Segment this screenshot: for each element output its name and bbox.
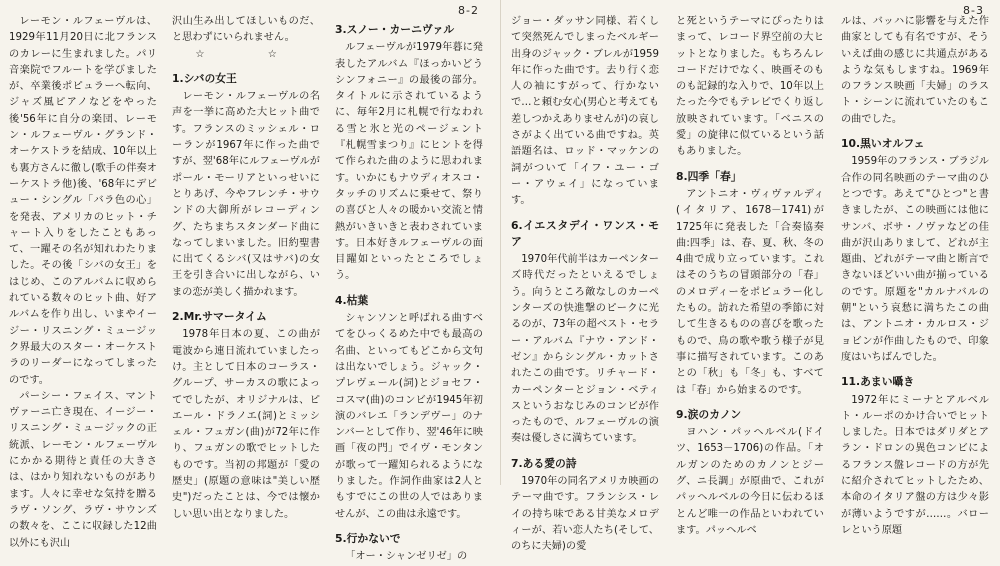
body-paragraph: ルフェーヴルが1979年暮に発表したアルバム『ほっかいどうシンフォニー』の最後の部分。タイトルに示されているように、毎年2月に札幌で行なわれる雪と氷と光のページェント『札幌雪まつり』にヒントを得て作られた曲のように思われます。いかにもナウディオスコ・タッチのリズムに乗せて、祭りの喜びと人々の暖かい交流と情熱がいきいきと表わされています。日本好きルフェーヴルの面目躍如といったところでしょう。: [335, 42, 483, 282]
text-column-6: [841, 14, 989, 536]
page-number-right: 8-3: [963, 4, 984, 17]
song-heading: 2.Mr.サマータイム: [172, 310, 267, 324]
song-heading: 6.イエスタデイ・ワンス・モア: [511, 218, 659, 248]
continued-paragraph: 沢山生み出してほしいものだ、と思わずにいられません。: [172, 16, 320, 44]
body-paragraph: 1970年の同名アメリカ映画のテーマ曲です。フランシス・レイの持ち味である甘美なメロディーが、若い恋人たち(そして、のちに夫婦)の愛: [511, 476, 659, 553]
body-paragraph: レーモン・ルフェーヴルの名声を一挙に高めた大ヒット曲です。フランスのミッシェル・ローランが1967年に作った曲ですが、翌'68年にルフェーヴルがポール・モーリアといっせいにとりあげ、今やフレンチ・サウンドの大御所がレコーディング、たちまちスタンダード曲になってしまいました。旧約聖書に出てくるシバ(又はサバ)の女王を引き合いに出しながら、いまの恋が美しく描かれます。: [172, 91, 320, 298]
song-heading: 11.あまい囁き: [841, 375, 915, 389]
body-paragraph: アントニオ・ヴィヴァルディ(イタリア、1678－1741)が1725年に発表した「合奏協奏曲:四季」は、春、夏、秋、冬の4曲で成り立っています。これはそのうちの冒頭部分の「春」のメロディーをポピュラー化したもの。訪れた希望の季節に対して生きるものの喜びを歌ったもので、鳥の歌や歌う様子が見事に描写されています。このあとの「秋」も「冬」も、すべては「春」から始まるのです。: [676, 188, 824, 396]
song-heading: 9.涙のカノン: [676, 407, 742, 421]
song-heading: 10.黒いオルフェ: [841, 137, 925, 151]
continued-paragraph: ジョー・ダッサン同様、若くして突然死んでしまったベルギー出身のジャック・ブレルが1959年に作った曲です。去り行く恋人の袖にすがって、行かないで…と頼む女心(男心と考えても差しつかえありませんが)の哀しさがよく出ている曲ですね。英語題名は、ロッド・マッケンの詞がついて「イフ・ユー・ゴー・アウェイ」になっています。: [511, 16, 659, 207]
star-ornament: ☆ ☆: [195, 48, 307, 60]
song-heading: 4.枯葉: [335, 293, 369, 307]
body-paragraph: 1970年代前半はカーペンターズ時代だったといえるでしょう。向うところ敵なしのカーペンターズの快進撃のピークに光るのが、73年の超ベスト・セラー・アルバム『ナウ・アンド・ゼン』からシングル・カットされたこの曲です。リチャード・カーペンターとジョン・ベティスというおなじみのコンビが作ったもので、ルフェーヴルの演奏は優しさに満ちています。: [511, 254, 659, 445]
song-heading: 5.行かないで: [335, 531, 401, 545]
song-heading: 3.スノー・カーニヴァル: [335, 23, 455, 36]
body-paragraph: レーモン・ルフェーヴルは、1929年11月20日に北フランスのカレーに生まれました。パリ音楽院でフルートを学びましたが、卒業後ポピュラーへ転向、ジャズ風ピアノなどをやった後'56年に自分の楽団、レーモン・ルフェーヴル・グランド・オーケストラを結成、10年以上も裏方さんに徹し(歌手の伴奏オーケストラ他)後、'68年にデビュー・シングル「バラ色の心」を発表、アメリカのヒット・チャート入りをしたこともあって、一躍その名が知れわたりました。その後「シバの女王」をはじめ、このアルバムに収められている数々のヒット曲、好アルバムを作り出し、いまやイージー・リスニング・ミュージック界最大のスター・オーケストラのリーダーになってしまったのです。: [9, 16, 157, 386]
body-paragraph: パーシー・フェイス、マントヴァーニ亡き現在、イージー・リスニング・ミュージックの正統派、レーモン・ルフェーヴルにかかる期待と責任の大きさは、はかり知れないものがあります。人々に幸せな気持を贈るラヴ・ソング、ラヴ・サウンズの数々を、ここに収録した12曲以外にも沢山: [9, 390, 157, 549]
right-page: [500, 0, 1000, 553]
text-column-1: [9, 14, 157, 549]
body-paragraph: 1978年日本の夏、この曲が電波から連日流れていましたっけ。主として日本のコーラス・グループ、サーカスの歌によってでしたが、オリジナルは、ピエール・ドラノエ(詞)とミッシェル・フュガン(曲)が72年に作り、フュガンの歌でヒットしたものです。当初の邦題が「愛の歴史」(原題の意味は"美しい歴史")だったことは、今では懐かしい思い出となりました。: [172, 329, 320, 520]
body-paragraph: シャンソンと呼ばれる曲すべてをひっくるめた中でも最高の名曲、といってもどこから文句は出ないでしょう。ジャック・プレヴェール(詞)とジョセフ・コスマ(曲)のコンビが1945年初演のバレエ「ランデヴー」のナンバーとして作り、翌'46年に映画「夜の門」でイヴ・モンタンが歌って一躍知られるようになりました。作詞作曲家は2人ともすでにこの世の人ではありませんが、この曲は永遠です。: [335, 313, 483, 520]
text-column-2: [172, 14, 320, 520]
body-paragraph: 「オー・シャンゼリゼ」の: [345, 551, 468, 563]
left-page: [0, 0, 500, 563]
body-paragraph: 1972年にミーナとアルベルト・ルーポのかけ合いでヒットしました。日本ではダリダとアラン・ドロンの異色コンビによるフランス盤レコードの方が先に紹介されてヒットしたため、本命のイタリア盤の方は少々影が薄いようですが……。バローレという原題: [841, 394, 989, 536]
continued-paragraph: ルは、バッハに影響を与えた作曲家としても有名ですが、そういえば曲の感じに共通点があるような気もしますね。1969年のフランス映画「夫婦」のラスト・シーンに流れていたのもこの曲でした。: [841, 16, 989, 125]
body-paragraph: 1959年のフランス・ブラジル合作の同名映画のテーマ曲のひとつです。あえて"ひとつ"と書きましたが、この映画には他にサンバ、ボサ・ノヴァなどの佳曲が沢山ありまして、どれが主題曲、どれがテーマ曲と断言できないほどいい曲が揃っているのです。原題を"カルナバルの朝"という哀愁に満ちたこの曲は、アントニオ・カルロス・ジョビンが作曲したもので、印象度はいちばんでした。: [841, 156, 989, 363]
text-column-5: [676, 14, 824, 536]
text-column-3: [335, 14, 483, 563]
song-heading: 1.シバの女王: [172, 71, 237, 85]
song-heading: 8.四季「春」: [676, 169, 742, 183]
continued-paragraph: と死というテーマにぴったりはまって、レコード界空前の大ヒットとなりました。もちろんレコードだけでなく、映画そのものも記録的な入りで、10年以上たった今でもテレビでくり返し放映されています。「ベニスの愛」の旋律に似ているという話もありました。: [676, 16, 824, 158]
page-number-left: 8-2: [458, 4, 479, 17]
song-heading: 7.ある愛の詩: [511, 456, 577, 470]
body-paragraph: ヨハン・パッヘルベル(ドイツ、1653－1706)の作品。「オルガンのためのカノンとジーグ、ニ長調」が原曲で、これがパッヘルベルの今日に伝わるほとんど唯一の作品といわれています。パッヘルベ: [676, 427, 824, 536]
text-column-4: [511, 14, 659, 553]
